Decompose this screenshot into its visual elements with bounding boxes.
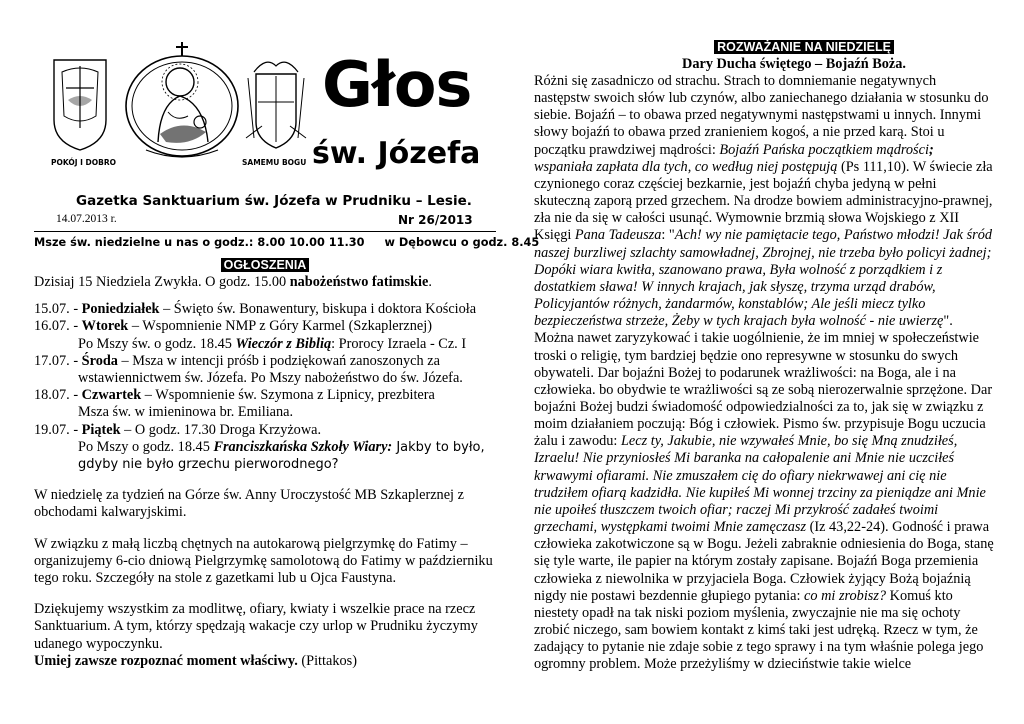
announcement-thanks: Dziękujemy wszystkim za modlitwę, ofiary, kwiaty i wszelkie prace na rzecz Sanktuarium. A tym, którzy spędzają wakacje czy urlop w Prudniku życzymy udanego wypoczynku.: [34, 601, 478, 652]
announcement-thursday: 18.07. - Czwartek – Wspomnienie św. Szymona z Lipnicy, prezbitera: [34, 387, 435, 404]
issue-number: Nr 26/2013: [398, 213, 473, 227]
debowiec-mass: w Dębowcu o godz. 8.45: [384, 236, 540, 249]
gazette-title: Głos: [322, 48, 472, 121]
quote: Umiej zawsze rozpoznać moment właściwy. (Pittakos): [34, 652, 357, 669]
announcement-thursday-mass: Msza św. w imieninowa br. Emiliana.: [78, 404, 294, 421]
announcement-fatima: W związku z małą liczbą chętnych na autokarową pielgrzymkę do Fatimy – organizujemy 6-cio dniową Pielgrzymkę samolotową do Fatimy w październiku tego roku. Szczegóły na stole z gazetkami lub u Ojca Faustyna.: [34, 535, 493, 587]
gazette-description: Gazetka Sanktuarium św. Józefa w Prudniku – Lesie.: [76, 193, 472, 209]
announcement-friday-school: Po Mszy o godz. 18.45 Franciszkańska Szkoły Wiary: Jakby to było, gdyby nie było grzechu pierworodnego?: [78, 438, 485, 473]
announcement-szkaplerz: W niedzielę za tydzień na Górze św. Anny Uroczystość MB Szkaplerznej z obchodami kalwaryjskimi.: [34, 487, 464, 521]
left-column: [34, 38, 540, 718]
right-crest-label: SAMEMU BOGU: [242, 158, 307, 167]
reflection-title: Dary Ducha świętego – Bojaźń Boża.: [682, 56, 906, 72]
reflection-body: Różni się zasadniczo od strachu. Strach to domniemanie negatywnych następstw swoich słów lub czynów, albo zaniechanego działania w stosunku do siebie. Bojaźń – to obawa przed negatywnymi następstwami u innych. Innymi słowy bojaźń to obawa przed zranieniem kogoś, a nie przed karą. Stoi u początku prawdziwej mądrości: Bojaźń Pańska początkiem mądrości; wspaniała zapłata dla tych, co według niej postępują (Ps 111,10). W świecie zła czynionego coraz częściej bezkarnie, jest bojaźń chyba jedyną w pełni skuteczną zaporą przed grzechem. Na drodze bowiem administracyjno-prawnej, zła nie da się w całości usunąć. Wymownie brzmią słowa Wojskiego z XII Księgi Pana Tadeusza: "Ach! wy nie pamiętacie tego, Państwo młodzi! Jak śród naszej burzliwej szlachty samowładnej, Zbrojnej, nie trzeba było policyi żadnej; Dopóki wiara kwitła, szanowano prawa, Była wolność z porządkiem i z dostatkiem sława! W innych krajach, jak słyszę, trzyma urząd drabów, Policyjantów różnych, żandarmów, konstablów; Ale jeśli miecz tylko bezpieczeństwa strzeże, Żeby w tych krajach była wolność - nie uwierzę". Można nawet zaryzykować i takie uogólnienie, że im mniej w społeczeństwie troski o religię, tym bardziej będzie ono represywne w stosunku do swych obywateli. Dar bojaźni Bożej to podarunek wrażliwości: na Boga, ale i na człowieka. bo obydwie te wrażliwości są ze sobą nierozerwalnie sprzężone. Dar bojaźni Bożej budzi świadomość odpowiedzialności za to, jak się w związku z moim działaniem poczują: Bóg i człowiek. Pismo św. przypisuje Bogu uczucia żalu i zawodu: Lecz ty, Jakubie, nie wzywałeś Mnie, bo się Mną znudziłeś, Izraelu! Nie przyniosłeś Mi baranka na całopalenie ani Mnie nie uczciłeś krwawymi ofiarami. Nie zmuszałem cię do ofiary niekrwawej ani cię nie trudziłem ofiarą kadzidła. Nie kupiłeś Mi wonnej trzciny za pieniądze ani Mnie nie upoiłeś tłuszczem twoich ofiar; raczej Mi przykrość zadałeś twoimi grzechami, występkami twoimi Mnie zamęczasz (Iz 43,22-24). Godność i prawa człowieka zakotwiczone są w Bogu. Jeżeli zabraknie odniesienia do Boga, stanę się tyle warte, ile papier na którym zostały zapisane. Bojaźń Boga przemienia człowieka z niewolnika w przyjaciela Boga. Człowiek żyjący Bożą bojaźnią nigdy nie postawi bezdennie głupiego pytania: co mi zrobisz? Komuś kto niestety opadł na tak niski poziom myślenia, zwyczajnie nie ma się ochoty zrobić niczego, sam bowiem kontakt z kimś taki jest udręką. Rzecz w tym, że zadający to pytanie nie zdaje sobie z tego sprawy i na tym właśnie polega jego ogromny problem. Może przeżyliśmy w dzieciństwie takie wielce: [534, 73, 994, 673]
announcements-heading: OGŁOSZENIA: [221, 258, 310, 272]
announcement-intro: Dzisiaj 15 Niedziela Zwykła. O godz. 15.00 nabożeństwo fatimskie.: [34, 274, 432, 290]
mass-times: [34, 236, 539, 249]
announcement-tuesday-bible: Po Mszy św. o godz. 18.45 Wieczór z Biblią: Prorocy Izraela - Cz. I: [78, 335, 467, 352]
mass-times-label: Msze św. niedzielne u nas o godz.:: [34, 236, 254, 249]
right-column: [534, 38, 994, 673]
reflection-heading: ROZWAŻANIE NA NIEDZIELĘ: [714, 40, 894, 54]
header-divider: [34, 231, 496, 232]
announcement-wednesday: 17.07. - Środa – Msza w intencji próśb i podziękowań zanoszonych za wstawiennictwem św. Józefa. Po Mszy nabożeństwo do św. Józefa.: [34, 352, 463, 387]
announcement-monday: 15.07. - Poniedziałek – Święto św. Bonawentury, biskupa i doktora Kościoła: [34, 301, 477, 318]
gazette-subtitle: św. Józefa: [312, 136, 481, 171]
announcement-friday: 19.07. - Piątek – O godz. 17.30 Droga Krzyżowa.: [34, 421, 322, 438]
reflection-article: [534, 73, 994, 673]
announcements-section: [34, 274, 494, 670]
sanctuary-logo: [48, 42, 316, 170]
announcement-tuesday: 16.07. - Wtorek – Wspomnienie NMP z Góry Karmel (Szkaplerznej): [34, 318, 432, 335]
mass-times-values: 8.00 10.00 11.30: [257, 236, 365, 249]
left-crest-icon: [51, 60, 116, 167]
left-crest-label: POKÓJ I DOBRO: [51, 158, 116, 167]
right-crest-icon: [242, 62, 306, 167]
issue-date: 14.07.2013 r.: [56, 213, 117, 225]
saint-joseph-icon: [126, 42, 238, 157]
